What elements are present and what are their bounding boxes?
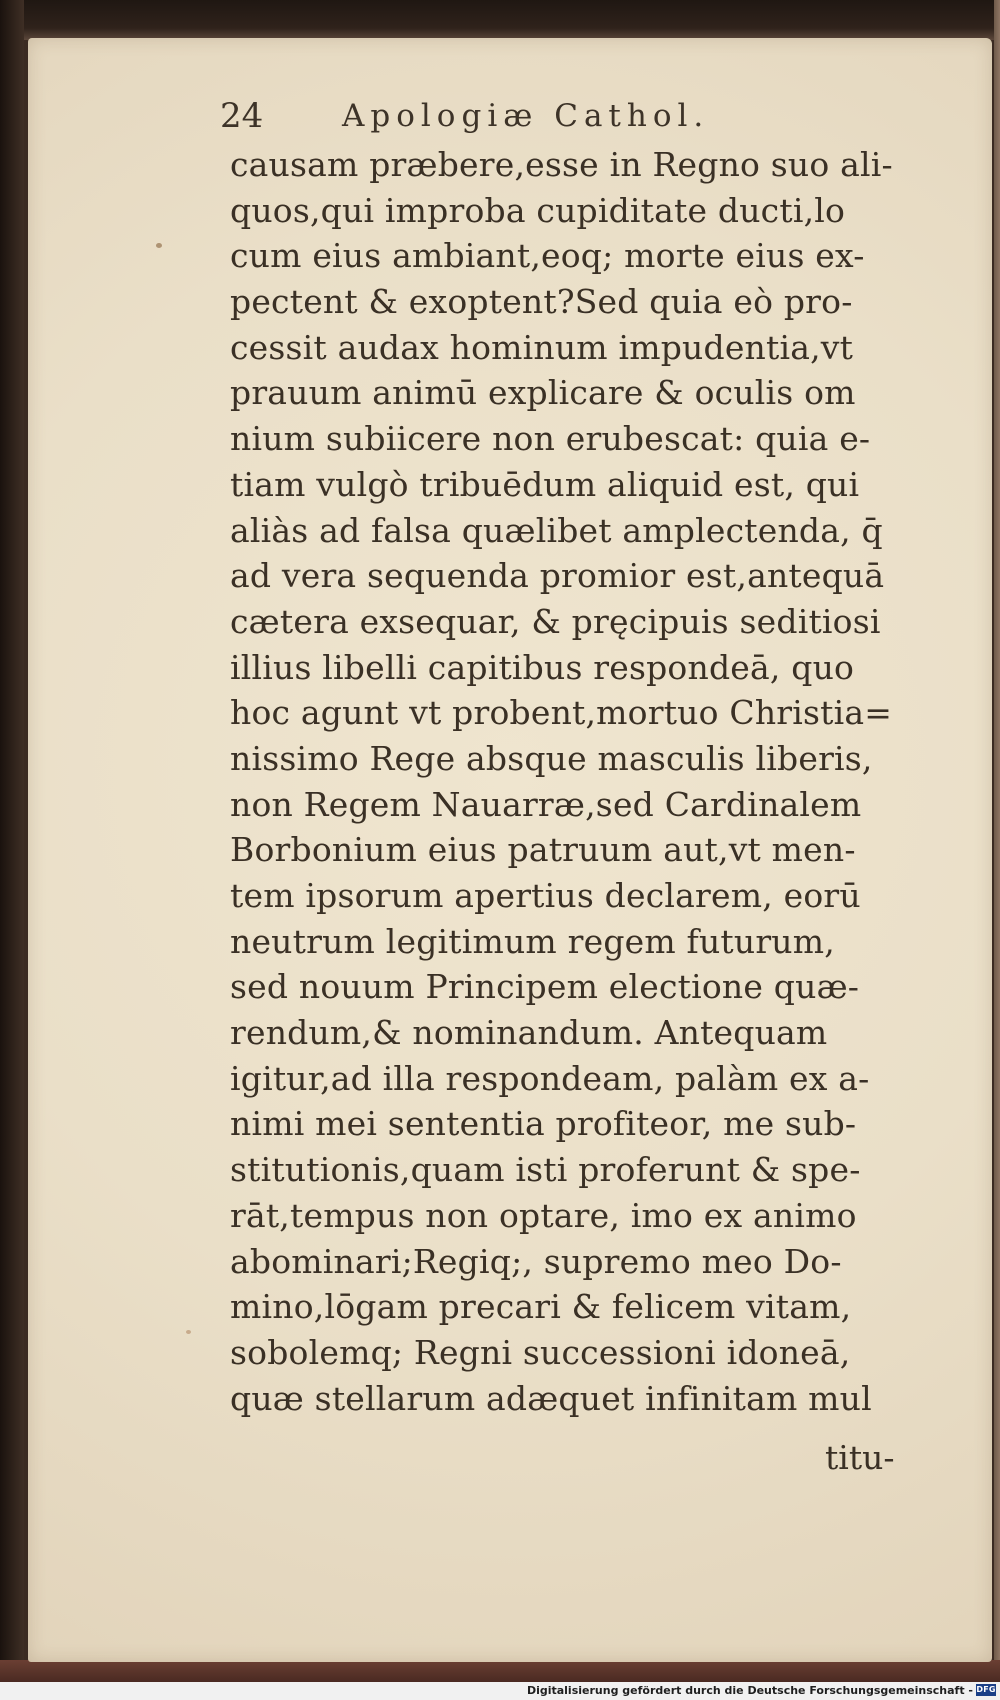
text-line: non Regem Nauarræ,sed Cardinalem: [230, 784, 862, 824]
text-line: pectent & exoptent?Sed quia eò pro-: [230, 282, 853, 322]
text-line: ad vera sequenda promior est,antequā: [230, 556, 885, 596]
text-line: cessit audax hominum impudentia,vt: [230, 327, 854, 367]
text-line: tem ipsorum apertius declarem, eorū: [230, 876, 861, 915]
ink-spot: [156, 243, 162, 248]
book-bottom-edge: [0, 1660, 1000, 1682]
text-line: mino,lōgam precari & felicem vitam,: [230, 1287, 852, 1327]
text-line: rendum,& nominandum. Antequam: [230, 1013, 828, 1053]
text-line: sed nouum Principem electione quæ-: [230, 967, 860, 1007]
text-line: abominari;Regiq;, supremo meo Do-: [230, 1241, 842, 1281]
digitization-credit-bar: [0, 1682, 1000, 1700]
page-number: 24: [220, 96, 264, 136]
book-right-edge: [994, 0, 1000, 1682]
text-line: quæ stellarum adæquet infinitam mul: [230, 1378, 872, 1418]
paper-mark: [186, 1330, 191, 1334]
text-line: prauum animū explicare & oculis om: [230, 373, 856, 413]
book-left-edge: [0, 0, 24, 1682]
text-line: stitutionis,quam isti proferunt & spe-: [230, 1150, 861, 1190]
text-line: cum eius ambiant,eoq; morte eius ex-: [230, 236, 865, 276]
text-line: sobolemq; Regni successioni idoneā,: [230, 1332, 851, 1372]
text-line: nium subiicere non erubescat: quia e-: [230, 419, 871, 459]
text-line: neutrum legitimum regem futurum,: [230, 921, 835, 961]
text-line: quos,qui improba cupiditate ducti,lo: [230, 190, 846, 230]
text-line: nimi mei sententia profiteor, me sub-: [230, 1104, 857, 1144]
funding-credit-text: Digitalisierung gefördert durch die Deutsche Forschungsgemeinschaft -: [526, 1684, 973, 1697]
text-line: cætera exsequar, & pręcipuis seditiosi: [230, 601, 881, 641]
text-line: igitur,ad illa respondeam, palàm ex a-: [230, 1058, 870, 1098]
running-head: Apologiæ Cathol.: [342, 98, 710, 134]
dfg-logo: DFG: [976, 1685, 996, 1694]
catchword: titu-: [825, 1438, 895, 1477]
text-line: aliàs ad falsa quælibet amplectenda, q̄: [230, 510, 883, 550]
text-line: hoc agunt vt probent,mortuo Christia=: [230, 693, 893, 733]
text-line: Borbonium eius patruum aut,vt men-: [230, 830, 856, 870]
text-line: tiam vulgò tribuēdum aliquid est, qui: [230, 464, 860, 504]
latin-text-block: [230, 142, 895, 1421]
text-line: nissimo Rege absque masculis liberis,: [230, 738, 873, 778]
text-line: illius libelli capitibus respondeā, quo: [230, 647, 855, 687]
text-line: rāt,tempus non optare, imo ex animo: [230, 1195, 857, 1235]
page-header: [220, 96, 860, 146]
book-top-edge: [0, 0, 1000, 40]
text-line: causam præbere,esse in Regno suo ali-: [230, 145, 893, 184]
